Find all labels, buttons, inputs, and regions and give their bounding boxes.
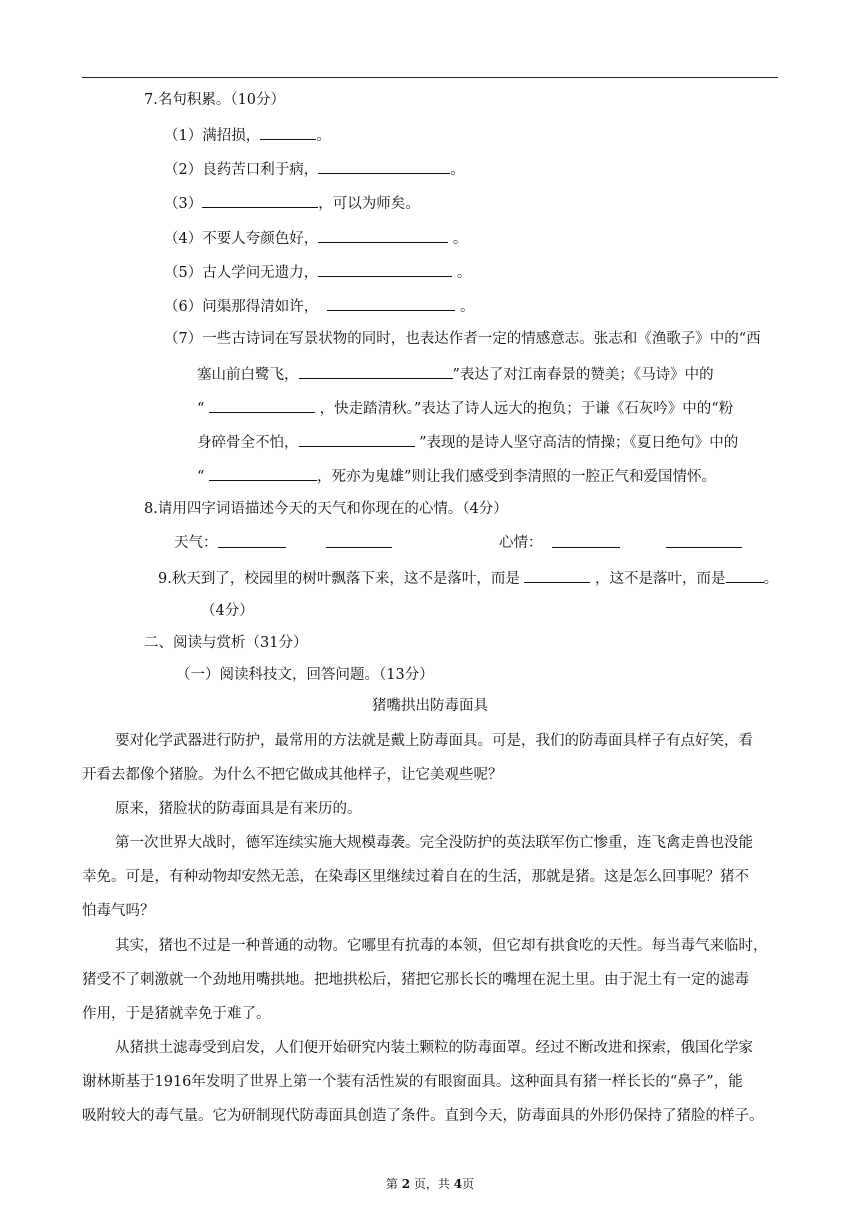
q7-title: 7.名句积累。（10分）: [144, 92, 286, 108]
mood-blank-1[interactable]: [552, 532, 620, 548]
article-line: 第一次世界大战时，德军连续实施大规模毒袭。完全没防护的英法联军伤亡惨重，连飞禽走兽也没能: [115, 835, 753, 851]
q7-item-1: （1）满招损， 。: [164, 124, 331, 146]
page-number: 2: [401, 1177, 411, 1191]
weather-blank-1[interactable]: [218, 532, 286, 548]
q8-mood-label: 心情：: [499, 535, 543, 551]
article-title: 猪嘴拱出防毒面具: [372, 698, 488, 714]
article-line: 原来，猪脸状的防毒面具是有来历的。: [115, 801, 362, 817]
answer-blank[interactable]: [524, 567, 590, 583]
article-line: 开看去都像个猪脸。为什么不把它做成其他样子，让它美观些呢？: [82, 767, 503, 783]
answer-blank[interactable]: [327, 295, 455, 311]
article-line: 怕毒气吗？: [82, 903, 155, 919]
q7-sub7-line-2: 塞山前白鹭飞， ”表达了对江南春景的赞美；《马诗》中的: [197, 363, 714, 385]
answer-blank[interactable]: [209, 465, 317, 481]
q7-sub7-line-3: “ ，快走踏清秋。”表达了诗人远大的抱负；于谦《石灰吟》中的“粉: [197, 397, 733, 419]
article-line: 要对化学武器进行防护，最常用的方法就是戴上防毒面具。可是，我们的防毒面具样子有点好笑，看: [115, 733, 753, 749]
q7-item-2: （2）良药苦口利于病， 。: [164, 158, 465, 180]
q7-item-6: （6）问渠那得清如许， 。: [164, 295, 475, 317]
article-line: 幸免。可是，有种动物却安然无恙，在染毒区里继续过着自在的生活，那就是猪。这是怎么回事呢？猪不: [82, 869, 749, 885]
q9-score: （4分）: [201, 603, 254, 619]
mood-blank-2[interactable]: [666, 532, 742, 548]
answer-blank[interactable]: [318, 158, 450, 174]
header-rule: [82, 77, 778, 78]
answer-blank[interactable]: [202, 192, 318, 208]
q7-item-4: （4）不要人夸颜色好， 。: [164, 227, 467, 249]
answer-blank[interactable]: [299, 431, 415, 447]
article-line: 从猪拱土滤毒受到启发，人们便开始研究内装土颗粒的防毒面罩。经过不断改进和探索，俄国化学家: [115, 1040, 753, 1056]
article-line: 其实，猪也不过是一种普通的动物。它哪里有抗毒的本领，但它却有拱食吃的天性。每当毒气来临时，: [115, 938, 768, 954]
q7-sub7-line-1: （7）一些古诗词在写景状物的同时，也表达作者一定的情感意志。张志和《渔歌子》中的“西: [164, 331, 761, 347]
q7-sub7-line-5: “ ，死亦为鬼雄”则让我们感受到李清照的一腔正气和爱国情怀。: [197, 465, 716, 487]
page-footer: 第 2 页，共 4页: [385, 1177, 475, 1191]
section-subheading: （一）阅读科技文，回答问题。（13分）: [176, 667, 434, 683]
article-line: 谢林斯基于1916年发明了世界上第一个装有活性炭的有眼窗面具。这种面具有猪一样长长的“鼻子”，能: [82, 1074, 743, 1090]
article-line: 作用，于是猪就幸免于难了。: [82, 1006, 271, 1022]
answer-blank[interactable]: [209, 397, 315, 413]
answer-blank[interactable]: [318, 227, 448, 243]
answer-blank[interactable]: [260, 124, 316, 140]
article-line: 猪受不了刺激就一个劲地用嘴拱地。把地拱松后，猪把它那长长的嘴埋在泥土里。由于泥土有一定的滤毒: [82, 972, 749, 988]
answer-blank[interactable]: [726, 567, 764, 583]
q9-line: 9.秋天到了，校园里的树叶飘落下来，这不是落叶，而是 ，这不是落叶，而是 。: [158, 567, 778, 589]
weather-blank-2[interactable]: [326, 532, 392, 548]
q8-title: 8.请用四字词语描述今天的天气和你现在的心情。（4分）: [144, 501, 508, 517]
article-line: 吸附较大的毒气量。它为研制现代防毒面具创造了条件。直到今天，防毒面具的外形仍保持了猪脸的样子。: [82, 1108, 764, 1124]
q7-sub7-line-4: 身碎骨全不怕， ”表现的是诗人坚守高洁的情操；《夏日绝句》中的: [197, 431, 738, 453]
section-heading: 二、阅读与赏析（31分）: [144, 635, 308, 651]
page-total: 4: [453, 1177, 463, 1191]
answer-blank[interactable]: [318, 261, 452, 277]
answer-blank[interactable]: [299, 363, 453, 379]
q7-item-3: （3） ，可以为师矣。: [164, 192, 420, 214]
q8-weather-label: 天气：: [174, 535, 218, 551]
q7-item-5: （5）古人学问无遗力， 。: [164, 261, 471, 283]
